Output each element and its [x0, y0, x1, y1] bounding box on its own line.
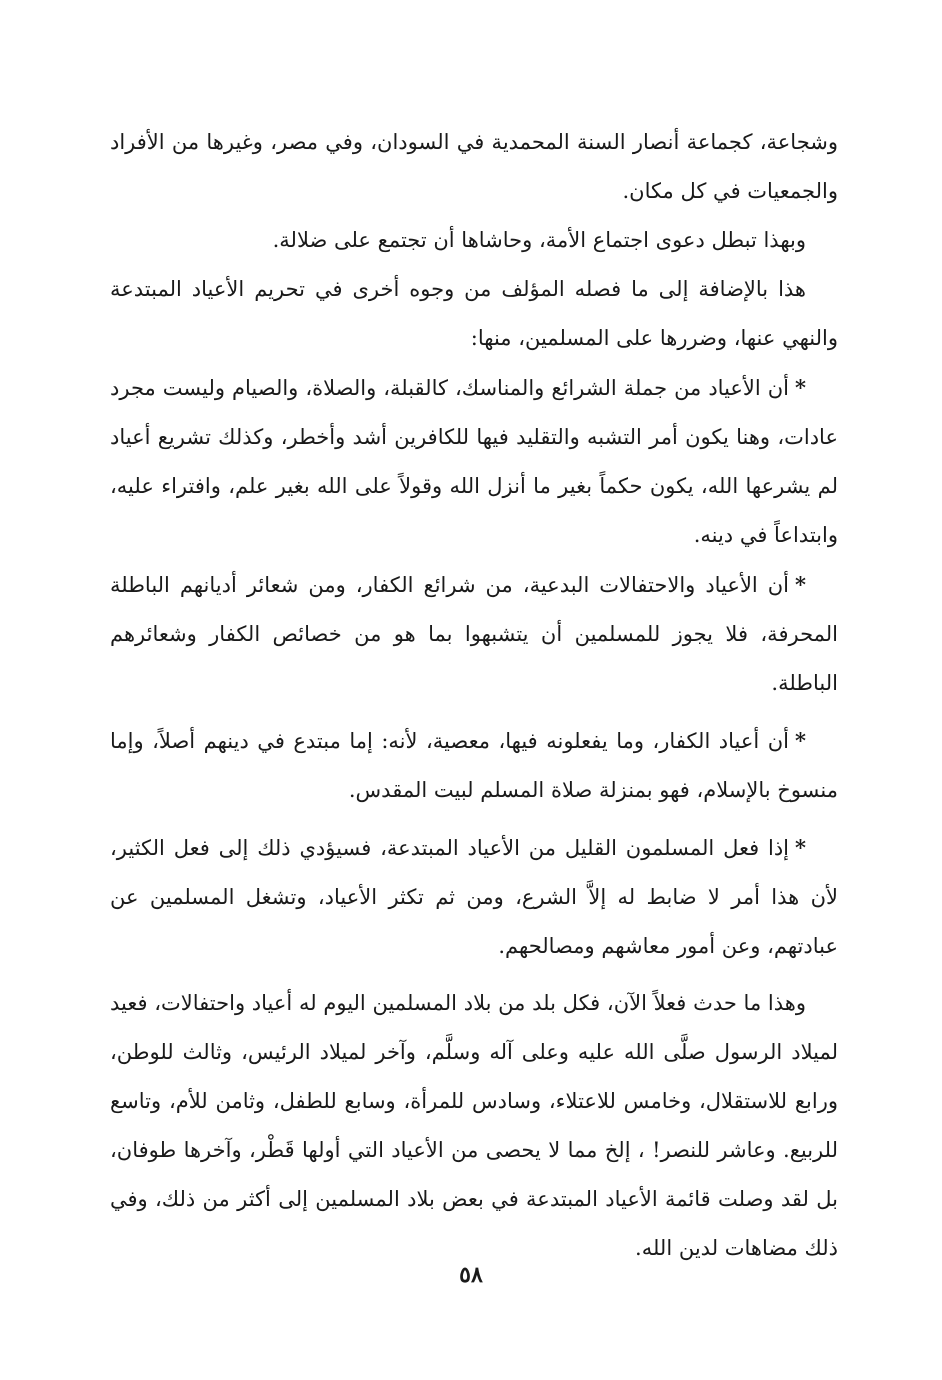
bullet-text-1: أن الأعياد من جملة الشرائع والمناسك، كالقبلة، والصلاة، والصيام وليست مجرد عادات، وهنا يكون أمر التشبه والتقليد فيها للكافرين أشد وأخطر، وكذلك تشريع أعياد لم يشرعها الله، يكون حكماً بغير ما أنزل الله وقولاً على الله بغير علم، وافتراء عليه، وابتداعاً في دينه. — [110, 376, 838, 547]
bullet-point-2 — [110, 560, 838, 708]
asterisk-bullet-icon: * — [795, 835, 806, 860]
paragraph-8: وهذا ما حدث فعلاً الآن، فكل بلد من بلاد المسلمين اليوم له أعياد واحتفالات، فعيد لميلاد الرسول صلَّى الله عليه وعلى آله وسلَّم، وآخر لميلاد الرئيس، وثالث للوطن، ورابع للاستقلال، وخامس للاعتلاء، وسادس للمرأة، وسابع للطفل، وثامن للأم، وتاسع للربيع. وعاشر للنصر! ، إلخ مما لا يحصى من الأعياد التي أولها قَطْر، وآخرها طوفان، بل لقد وصلت قائمة الأعياد المبتدعة في بعض بلاد المسلمين إلى أكثر من ذلك، وفي ذلك مضاهات لدين الله. — [110, 991, 838, 1260]
bullet-point-3 — [110, 716, 838, 815]
page-number: ٥٨ — [459, 1262, 483, 1288]
bullet-text-4: إذا فعل المسلمون القليل من الأعياد المبتدعة، فسيؤدي ذلك إلى فعل الكثير، لأن هذا أمر لا ضابط له إلاَّ الشرع، ومن ثم تكثر الأعياد، وتشغل المسلمين عن عبادتهم، وعن أمور معاشهم ومصالحهم. — [110, 836, 838, 958]
body-text — [110, 118, 838, 1273]
asterisk-bullet-icon: * — [795, 375, 806, 400]
bullet-point-1 — [110, 363, 838, 560]
asterisk-bullet-icon: * — [795, 728, 806, 753]
paragraph-1: وشجاعة، كجماعة أنصار السنة المحمدية في السودان، وفي مصر، وغيرها من الأفراد والجمعيات في كل مكان. — [110, 130, 838, 203]
asterisk-bullet-icon: * — [795, 572, 806, 597]
paragraph-3: هذا بالإضافة إلى ما فصله المؤلف من وجوه أخرى في تحريم الأعياد المبتدعة والنهي عنها، وضررها على المسلمين، منها: — [110, 277, 838, 350]
paragraph-2: وبهذا تبطل دعوى اجتماع الأمة، وحاشاها أن تجتمع على ضلالة. — [272, 228, 806, 252]
bullet-text-3: أن أعياد الكفار، وما يفعلونه فيها، معصية، لأنه: إما مبتدع في دينهم أصلاً، وإما منسوخ بالإسلام، فهو بمنزلة صلاة المسلم لبيت المقدس. — [110, 729, 838, 802]
bullet-text-2: أن الأعياد والاحتفالات البدعية، من شرائع الكفار، ومن شعائر أديانهم الباطلة المحرفة، فلا يجوز للمسلمين أن يتشبهوا بما هو من خصائص الكفار وشعائرهم الباطلة. — [110, 573, 838, 695]
bullet-point-4 — [110, 823, 838, 971]
